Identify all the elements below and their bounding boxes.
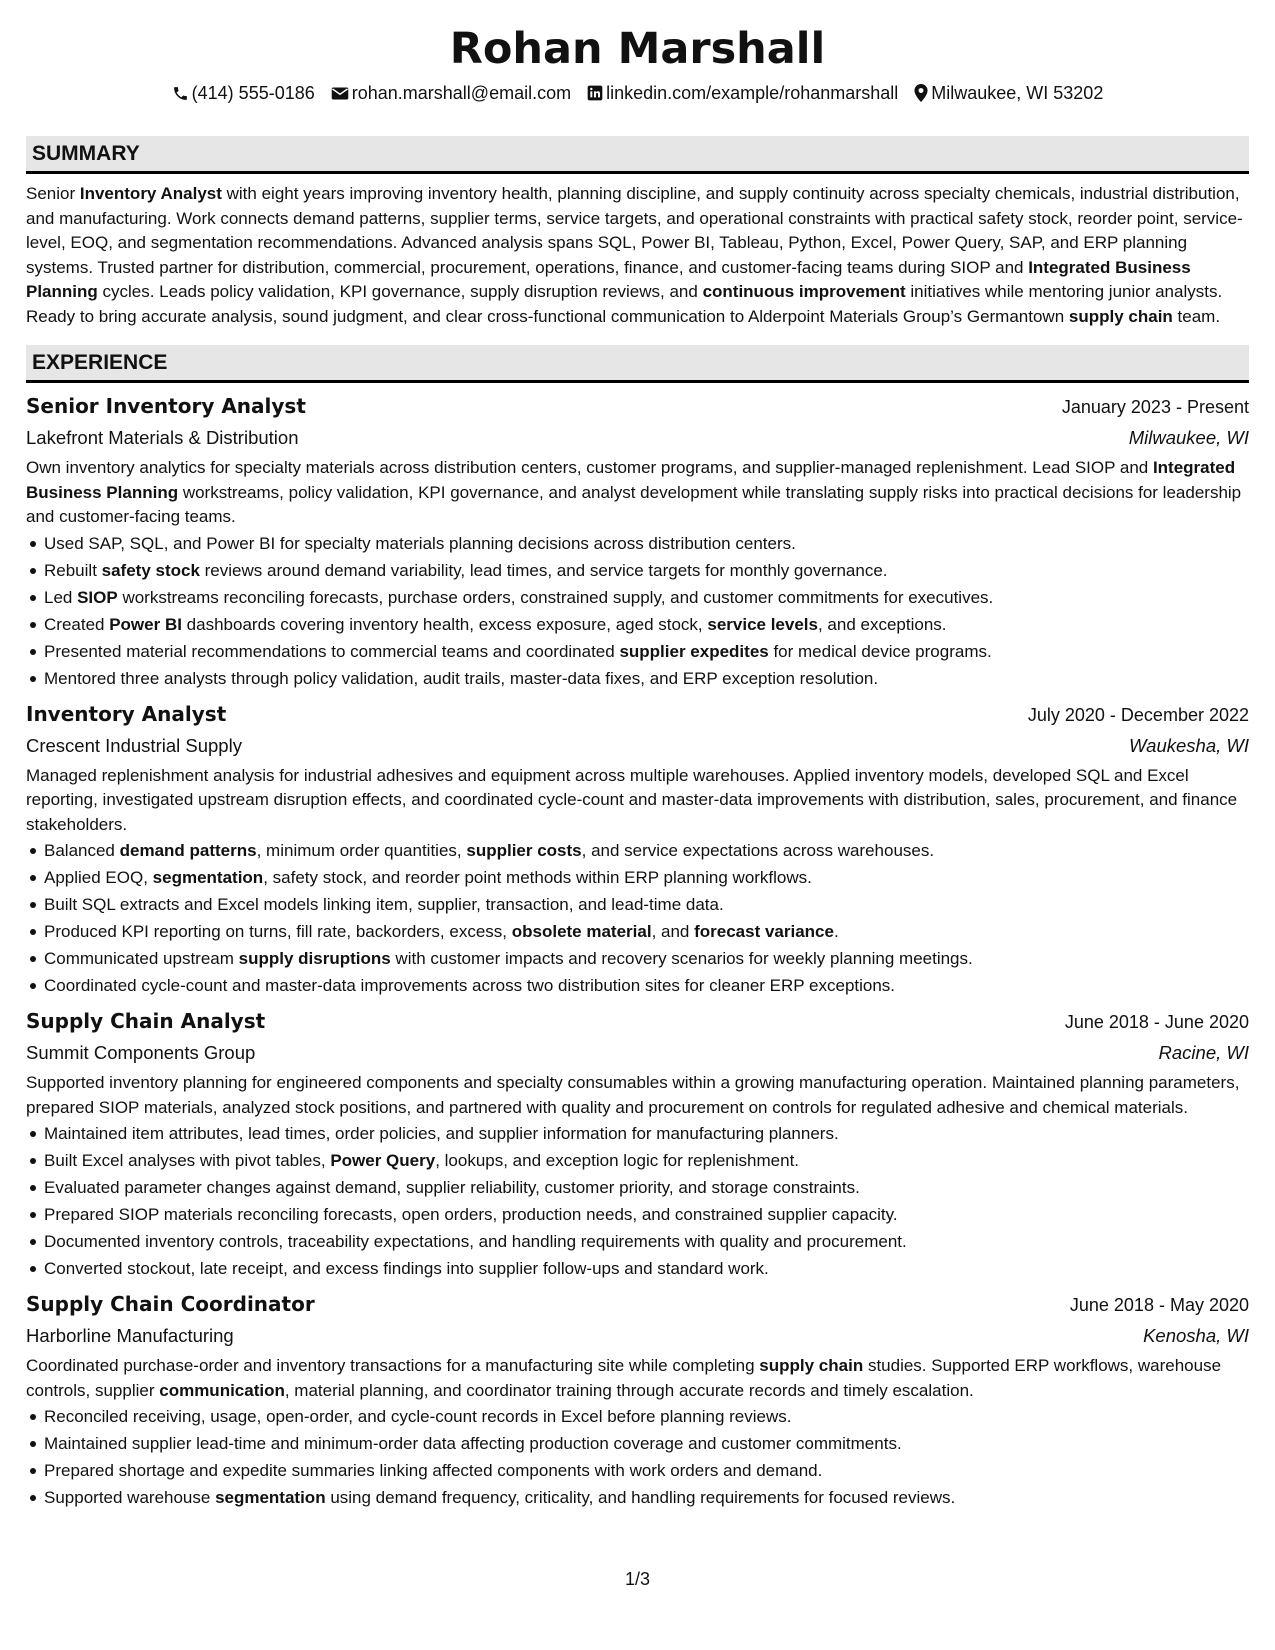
text-segment: Created: [44, 614, 110, 634]
text-segment: Presented material recommendations to commercial teams and coordinated: [44, 641, 620, 661]
bullet-item: [26, 1484, 1249, 1511]
job-company: Crescent Industrial Supply: [26, 734, 242, 756]
text-segment: using demand frequency, criticality, and handling requirements for focused reviews.: [325, 1488, 956, 1507]
job-company: Summit Components Group: [26, 1042, 256, 1063]
text-segment: Reconciled receiving, usage, open-order, and cycle-count records in Excel before planning reviews.: [44, 1407, 792, 1426]
bullet-item: [26, 611, 1249, 638]
text-segment: cycles. Leads policy validation, KPI governance, supply disruption reviews, and: [97, 282, 703, 301]
envelope-icon: [331, 86, 349, 101]
text-segment: studies. Supported ERP workflows, warehouse controls, supplier: [26, 1356, 1222, 1400]
phone-icon: [172, 85, 189, 102]
bullet-item: [26, 1147, 1249, 1174]
bold-keyword: communication: [159, 1380, 285, 1400]
job-dates: June 2018 - May 2020: [1069, 1295, 1249, 1315]
bold-keyword: supply chain: [1068, 306, 1173, 326]
text-segment: dashboards covering inventory health, excess exposure, aged stock,: [181, 614, 708, 634]
map-pin-icon: [914, 84, 928, 102]
job-header-row: [26, 699, 1249, 730]
text-segment: .: [833, 922, 839, 941]
job-entry: [26, 699, 1249, 1000]
bullet-item: [26, 1457, 1249, 1484]
bold-keyword: service levels: [707, 614, 818, 634]
bullet-item: [26, 837, 1249, 864]
job-company-row: [26, 1320, 1249, 1351]
text-segment: with customer impacts and recovery scenarios for weekly planning meetings.: [390, 949, 973, 968]
job-title: Inventory Analyst: [26, 701, 227, 726]
bullet-item: [26, 1430, 1249, 1457]
text-segment: reviews around demand variability, lead times, and service targets for monthly governance.: [199, 560, 888, 580]
text-segment: , and exceptions.: [817, 614, 947, 634]
text-segment: Rebuilt: [44, 560, 102, 580]
text-segment: , material planning, and coordinator training through accurate records and timely escalation.: [284, 1380, 974, 1400]
page-number: 1/3: [624, 1569, 651, 1589]
job-bullets: [26, 530, 1249, 692]
text-segment: , minimum order quantities,: [256, 841, 467, 860]
linkedin-icon: [587, 85, 603, 101]
text-segment: Produced KPI reporting on turns, fill rate, backorders, excess,: [44, 922, 512, 941]
text-segment: workstreams, policy validation, KPI governance, and analyst development while translating supply risks into practical decisions for leadership and customer-facing teams.: [26, 482, 1242, 526]
experience-list: [26, 391, 1249, 1511]
job-dates: June 2018 - June 2020: [1064, 1012, 1249, 1032]
bullet-item: [26, 891, 1249, 918]
job-title: Supply Chain Analyst: [26, 1009, 266, 1033]
job-header-row: [26, 1289, 1249, 1320]
bold-keyword: Integrated Business Planning: [26, 257, 1191, 301]
job-title: Senior Inventory Analyst: [26, 394, 306, 418]
contact-linkedin[interactable]: [587, 83, 898, 104]
job-dates: January 2023 - Present: [1061, 397, 1249, 417]
text-segment: Maintained supplier lead-time and minimum-order data affecting production coverage and customer commitments.: [44, 1434, 902, 1453]
bullet-item: [26, 918, 1249, 945]
job-description: [26, 456, 1249, 530]
resume-content: [26, 136, 1249, 1518]
contact-location: [914, 83, 1103, 104]
text-segment: with eight years improving inventory health, planning discipline, and supply continuity across specialty chemicals, industrial distribution, and manufacturing. Work connects demand patterns, supplier terms, service targets, and operational constraints with practical safety stock, reorder point, service-level, EOQ, and segmentation recommendations. Advanced analysis spans SQL, Power BI, Tableau, Python, Excel, Power Query, SAP, and ERP planning systems. Trusted partner for distribution, commercial, procurement, operations, finance, and customer-facing teams during SIOP and: [26, 184, 1243, 277]
contact-bar: [0, 80, 1275, 106]
job-dates: July 2020 - December 2022: [1027, 704, 1249, 725]
job-location: Milwaukee, WI: [1128, 427, 1249, 448]
text-segment: , and: [651, 922, 695, 941]
bold-keyword: supplier costs: [466, 841, 582, 860]
job-location: Waukesha, WI: [1129, 734, 1249, 756]
job-entry: [26, 1289, 1249, 1511]
bullet-item: [26, 945, 1249, 972]
bold-keyword: supplier expedites: [619, 641, 769, 661]
job-description: [26, 764, 1249, 838]
bold-keyword: supply chain: [759, 1356, 864, 1375]
job-company: Lakefront Materials & Distribution: [26, 427, 299, 448]
job-bullets: [26, 837, 1249, 999]
bullet-item: [26, 1403, 1249, 1430]
bullet-item: [26, 584, 1249, 611]
text-segment: Mentored three analysts through policy validation, audit trails, master-data fixes, and ERP exception resolution.: [44, 668, 879, 688]
job-company-row: [26, 422, 1249, 453]
bold-keyword: demand patterns: [119, 841, 257, 860]
bold-keyword: forecast variance: [694, 922, 834, 941]
job-bullets: [26, 1120, 1249, 1282]
text-segment: Applied EOQ,: [44, 868, 153, 887]
text-segment: Balanced: [44, 841, 120, 860]
summary-text: [26, 182, 1249, 329]
bullet-item: [26, 1201, 1249, 1228]
bullet-item: [26, 557, 1249, 584]
job-entry: [26, 391, 1249, 692]
job-description: [26, 1354, 1249, 1403]
phone-text: (414) 555-0186: [191, 82, 315, 103]
text-segment: Converted stockout, late receipt, and excess findings into supplier follow-ups and standard work.: [44, 1259, 769, 1278]
text-segment: Used SAP, SQL, and Power BI for specialty materials planning decisions across distribution centers.: [44, 533, 796, 553]
bold-keyword: supply disruptions: [238, 949, 391, 968]
experience-heading: EXPERIENCE: [26, 345, 1249, 383]
job-header-row: [26, 391, 1249, 422]
job-bullets: [26, 1403, 1249, 1511]
text-segment: workstreams reconciling forecasts, purchase orders, constrained supply, and customer commitments for executives.: [117, 587, 994, 607]
candidate-name: Rohan Marshall: [449, 24, 826, 74]
bullet-item: [26, 665, 1249, 692]
email-link[interactable]: rohan.marshall@email.com: [351, 82, 572, 103]
text-segment: , safety stock, and reorder point methods within ERP planning workflows.: [263, 868, 812, 887]
text-segment: Built Excel analyses with pivot tables,: [44, 1151, 331, 1170]
bold-keyword: SIOP: [77, 587, 118, 607]
bullet-item: [26, 1120, 1249, 1147]
job-company-row: [26, 1037, 1249, 1068]
text-segment: Prepared shortage and expedite summaries linking affected components with work orders and demand.: [44, 1461, 823, 1480]
job-company-row: [26, 730, 1249, 761]
bullet-item: [26, 1174, 1249, 1201]
text-segment: Prepared SIOP materials reconciling forecasts, open orders, production needs, and constrained supplier capacity.: [44, 1205, 898, 1224]
text-segment: Coordinated purchase-order and inventory transactions for a manufacturing site while completing: [26, 1356, 760, 1375]
bold-keyword: Power BI: [109, 614, 182, 634]
location-text: Milwaukee, WI 53202: [931, 82, 1104, 103]
text-segment: Senior: [26, 184, 80, 203]
bold-keyword: Power Query: [330, 1151, 436, 1170]
bold-keyword: segmentation: [152, 868, 264, 887]
text-segment: , lookups, and exception logic for replenishment.: [435, 1151, 800, 1170]
text-segment: Maintained item attributes, lead times, order policies, and supplier information for manufacturing planners.: [44, 1124, 839, 1143]
text-segment: Documented inventory controls, traceability expectations, and handling requirements with quality and procurement.: [44, 1232, 907, 1251]
text-segment: Own inventory analytics for specialty materials across distribution centers, customer programs, and supplier-managed replenishment. Lead SIOP and: [26, 458, 1153, 477]
linkedin-link[interactable]: linkedin.com/example/rohanmarshall: [606, 82, 899, 103]
bullet-item: [26, 1228, 1249, 1255]
job-location: Kenosha, WI: [1143, 1325, 1249, 1346]
text-segment: Supported warehouse: [44, 1488, 216, 1507]
bullet-item: [26, 864, 1249, 891]
summary-heading: SUMMARY: [26, 136, 1249, 174]
job-title: Supply Chain Coordinator: [26, 1292, 315, 1316]
bold-keyword: obsolete material: [511, 922, 652, 941]
bullet-item: [26, 1255, 1249, 1282]
text-segment: , and service expectations across warehouses.: [581, 841, 935, 860]
bullet-item: [26, 530, 1249, 557]
text-segment: Communicated upstream: [44, 949, 239, 968]
contact-phone: [172, 83, 315, 104]
job-description: [26, 1071, 1249, 1120]
bold-keyword: Inventory Analyst: [79, 184, 222, 203]
job-header-row: [26, 1006, 1249, 1037]
text-segment: Led: [44, 587, 78, 607]
text-segment: for medical device programs.: [768, 641, 992, 661]
text-segment: initiatives while mentoring junior analysts. Ready to bring accurate analysis, sound judgment, and clear cross-functional communication to Alderpoint Materials Group’s Germantown: [26, 282, 1223, 326]
job-company: Harborline Manufacturing: [26, 1325, 234, 1346]
bold-keyword: continuous improvement: [702, 282, 906, 301]
bold-keyword: segmentation: [215, 1488, 326, 1507]
text-segment: Evaluated parameter changes against demand, supplier reliability, customer priority, and storage constraints.: [44, 1178, 860, 1197]
text-segment: team.: [1172, 306, 1221, 326]
job-location: Racine, WI: [1158, 1042, 1249, 1063]
text-segment: Coordinated cycle-count and master-data improvements across two distribution sites for cleaner ERP exceptions.: [44, 976, 896, 995]
text-segment: Managed replenishment analysis for industrial adhesives and equipment across multiple warehouses. Applied inventory models, developed SQL and Excel reporting, investigated upstream disruption effects, and coordinated cycle-count and master-data improvements with distribution, sales, procurement, and finance stakeholders.: [26, 765, 1238, 834]
job-entry: [26, 1006, 1249, 1282]
contact-email[interactable]: [331, 83, 571, 104]
bold-keyword: safety stock: [101, 560, 200, 580]
text-segment: Supported inventory planning for engineered components and specialty consumables within a growing manufacturing operation. Maintained planning parameters, prepared SIOP materials, analyzed stock positions, and partnered with quality and procurement on controls for regulated adhesive and chemical materials.: [26, 1073, 1240, 1117]
bold-keyword: Integrated Business Planning: [26, 458, 1236, 502]
text-segment: Built SQL extracts and Excel models linking item, supplier, transaction, and lead-time data.: [44, 895, 724, 914]
bullet-item: [26, 638, 1249, 665]
bullet-item: [26, 972, 1249, 999]
